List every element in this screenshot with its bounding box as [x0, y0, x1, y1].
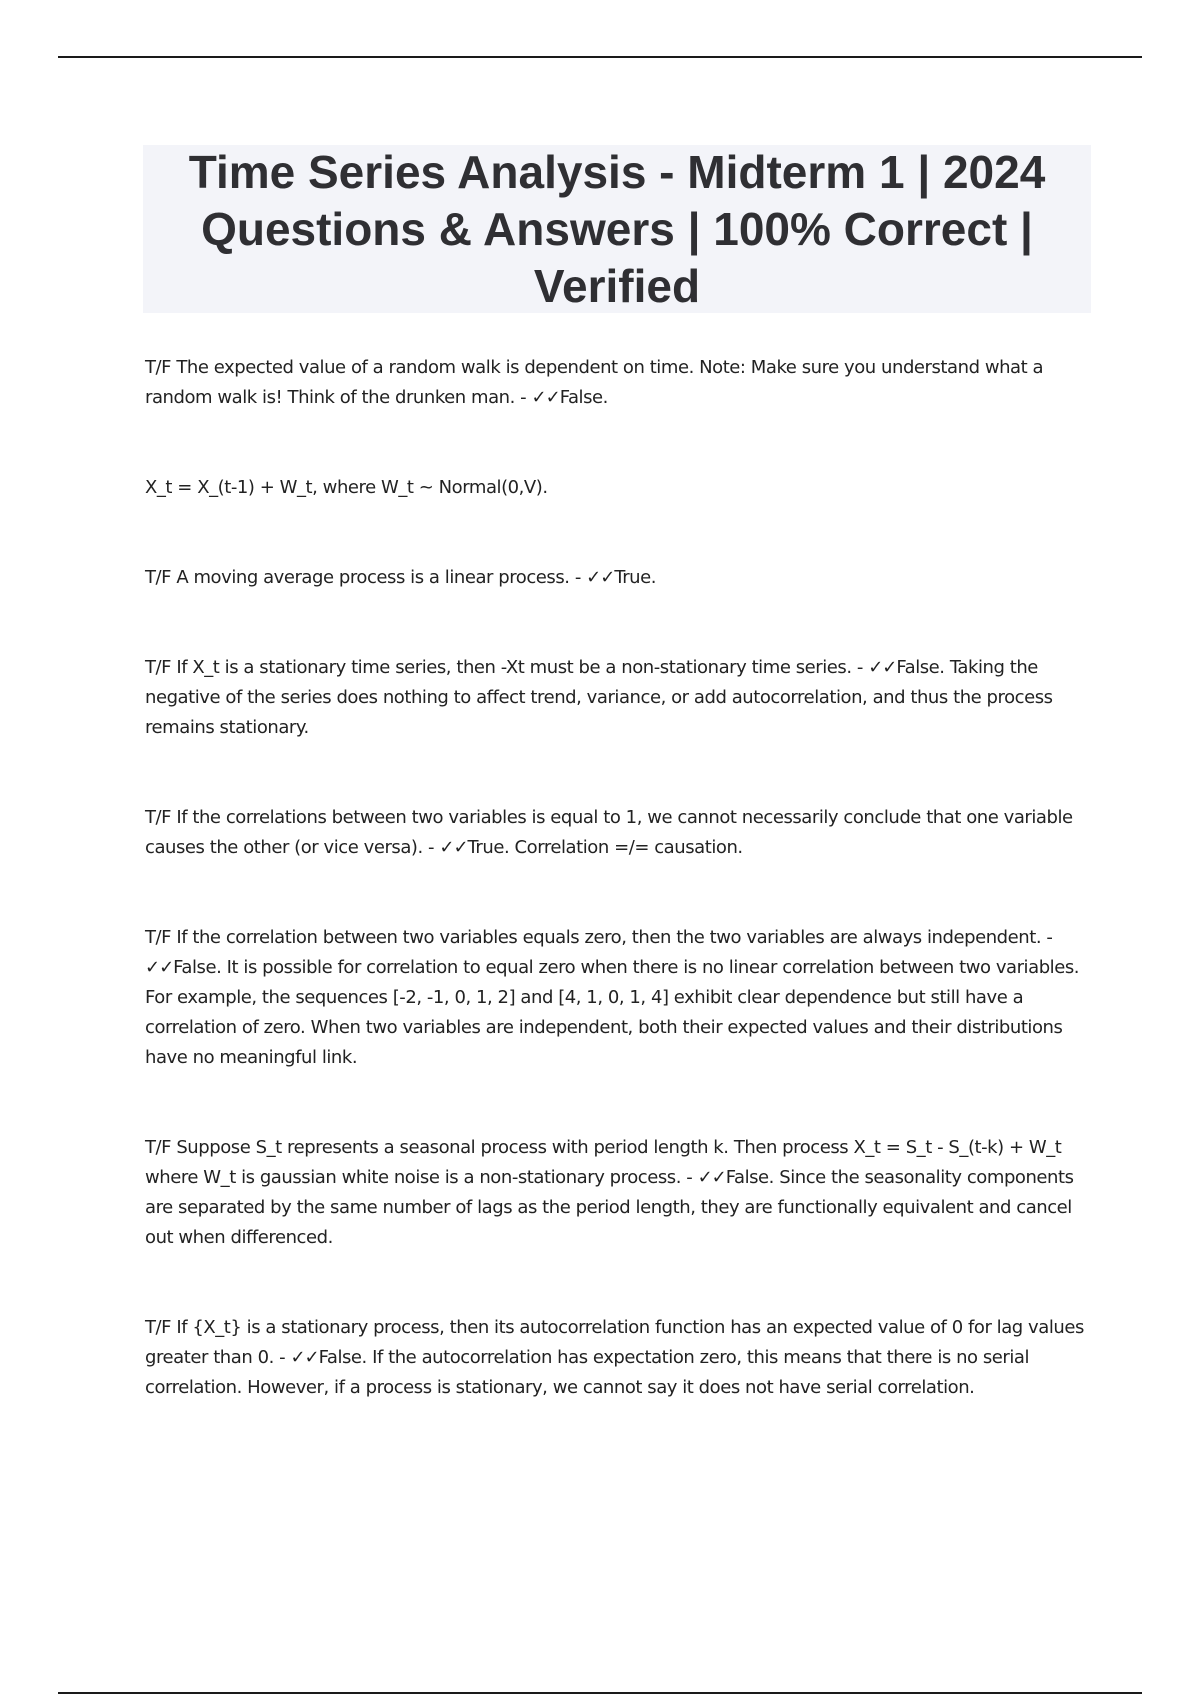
question-text: T/F Suppose S_t represents a seasonal process with period length k. Then process X_t = S_t - S_(t-k) + W_t where W_t is gaussian white noise is a non-stationary process. - [145, 1137, 1062, 1188]
answer-text: False. Taking the negative of the series does nothing to affect trend, variance, or add autocorrelation, and thus the process remains stationary. [145, 657, 1053, 738]
double-check-icon: ✓✓ [531, 387, 560, 408]
answer-text: True. [614, 567, 657, 588]
answer-text: False. It is possible for correlation to equal zero when there is no linear correlation between two variables. For example, the sequences [-2, -1, 0, 1, 2] and [4, 1, 0, 1, 4] exhibit clear dependence but still have a correlation of zero. When two variables are independent, both their expected values and their distributions have no meaningful link. [145, 957, 1080, 1068]
bottom-rule [58, 1692, 1142, 1694]
qa-item [145, 1133, 1090, 1253]
qa-list [145, 353, 1090, 1403]
title-banner [143, 145, 1091, 313]
double-check-icon: ✓✓ [290, 1347, 319, 1368]
qa-item [145, 923, 1090, 1073]
double-check-icon: ✓✓ [868, 657, 897, 678]
answer-text: False. If the autocorrelation has expectation zero, this means that there is no serial correlation. However, if a process is stationary, we cannot say it does not have serial correlation. [145, 1347, 1030, 1398]
double-check-icon: ✓✓ [145, 957, 174, 978]
qa-item [145, 473, 1090, 503]
qa-item [145, 353, 1090, 413]
qa-item [145, 803, 1090, 863]
answer-text: True. Correlation =/= causation. [467, 837, 743, 858]
document-title: Time Series Analysis - Midterm 1 | 2024 Questions & Answers | 100% Correct | Verified [188, 145, 1046, 312]
question-text: T/F If X_t is a stationary time series, then -Xt must be a non-stationary time series. - [145, 657, 869, 678]
answer-text: False. Since the seasonality components are separated by the same number of lags as the period length, they are functionally equivalent and cancel out when differenced. [145, 1167, 1074, 1248]
double-check-icon: ✓✓ [439, 837, 468, 858]
question-text: T/F If {X_t} is a stationary process, then its autocorrelation function has an expected value of 0 for lag values greater than 0. - [145, 1317, 1084, 1368]
answer-text: False. [559, 387, 608, 408]
question-text: T/F A moving average process is a linear process. - [145, 567, 587, 588]
double-check-icon: ✓✓ [586, 567, 615, 588]
qa-item [145, 653, 1090, 743]
question-text: T/F If the correlation between two variables equals zero, then the two variables are always independent. - [145, 927, 1053, 948]
double-check-icon: ✓✓ [697, 1167, 726, 1188]
question-text: T/F The expected value of a random walk is dependent on time. Note: Make sure you understand what a random walk is! Think of the drunken man. - [145, 357, 1044, 408]
top-rule [58, 56, 1142, 58]
qa-item [145, 1313, 1090, 1403]
question-text: T/F If the correlations between two variables is equal to 1, we cannot necessarily conclude that one variable causes the other (or vice versa). - [145, 807, 1073, 858]
qa-item [145, 563, 1090, 593]
question-text: X_t = X_(t-1) + W_t, where W_t ~ Normal(0,V). [145, 477, 548, 498]
